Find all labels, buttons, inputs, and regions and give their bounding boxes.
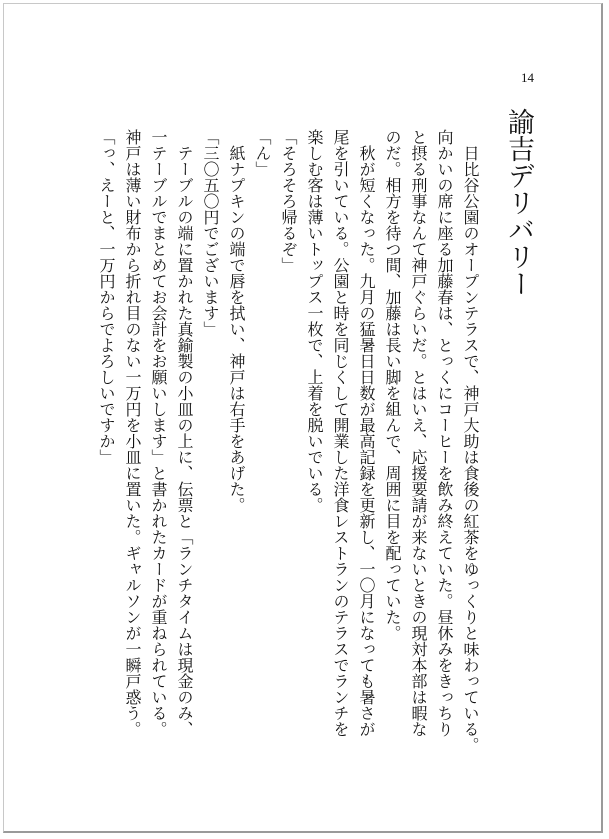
chapter-title: 諭吉デリバリー: [503, 108, 534, 297]
dialogue-line-3: 「三〇五〇円でございます」: [201, 129, 220, 337]
paragraph-line-9: テーブルの端に置かれた真鍮製の小皿の上に、伝票と「ランチタイムは現金のみ、: [175, 145, 194, 737]
dialogue-line-1: 「そろそろ帰るぞ」: [279, 129, 298, 273]
paragraph-line-2: 向かいの席に座る加藤春は、とっくにコーヒーを飲み終えていた。昼休みをきっちり: [435, 129, 454, 737]
paragraph-line-8: 紙ナプキンの端で唇を拭い、神戸は右手をあげた。: [227, 145, 246, 513]
paragraph-line-7: 楽しむ客は薄いトップス一枚で、上着を脱いでいる。: [305, 129, 324, 513]
dialogue-line-2: 「ん」: [253, 129, 272, 177]
paragraph-line-1: 日比谷公園のオープンテラスで、神戸大助は食後の紅茶をゆっくりと味わっている。: [461, 145, 480, 753]
paragraph-line-5: 秋が短くなった。九月の猛暑日日数が最高記録を更新し、一〇月になっても暑さが: [357, 145, 376, 737]
dialogue-line-4: 「っ、えーと、一万円からでよろしいですか」: [97, 129, 116, 465]
paragraph-line-4: のだ。相方を待つ間、加藤は長い脚を組んで、周囲に目を配っていた。: [383, 129, 402, 641]
paragraph-line-6: 尾を引いている。公園と時を同じくして開業した洋食レストランのテラスでランチを: [331, 129, 350, 737]
paragraph-line-3: と摂る刑事なんて神戸ぐらいだ。とはいえ、応援要請が来ないときの現対本部は暇な: [409, 129, 428, 737]
paragraph-line-10: 一テーブルでまとめてお会計をお願いします」と書かれたカードが重ねられている。: [149, 129, 168, 737]
page-number: 14: [521, 70, 534, 85]
paragraph-line-11: 神戸は薄い財布から折れ目のない一万円を小皿に置いた。ギャルソンが一瞬戸惑う。: [123, 129, 142, 737]
body-text: [93, 129, 483, 769]
